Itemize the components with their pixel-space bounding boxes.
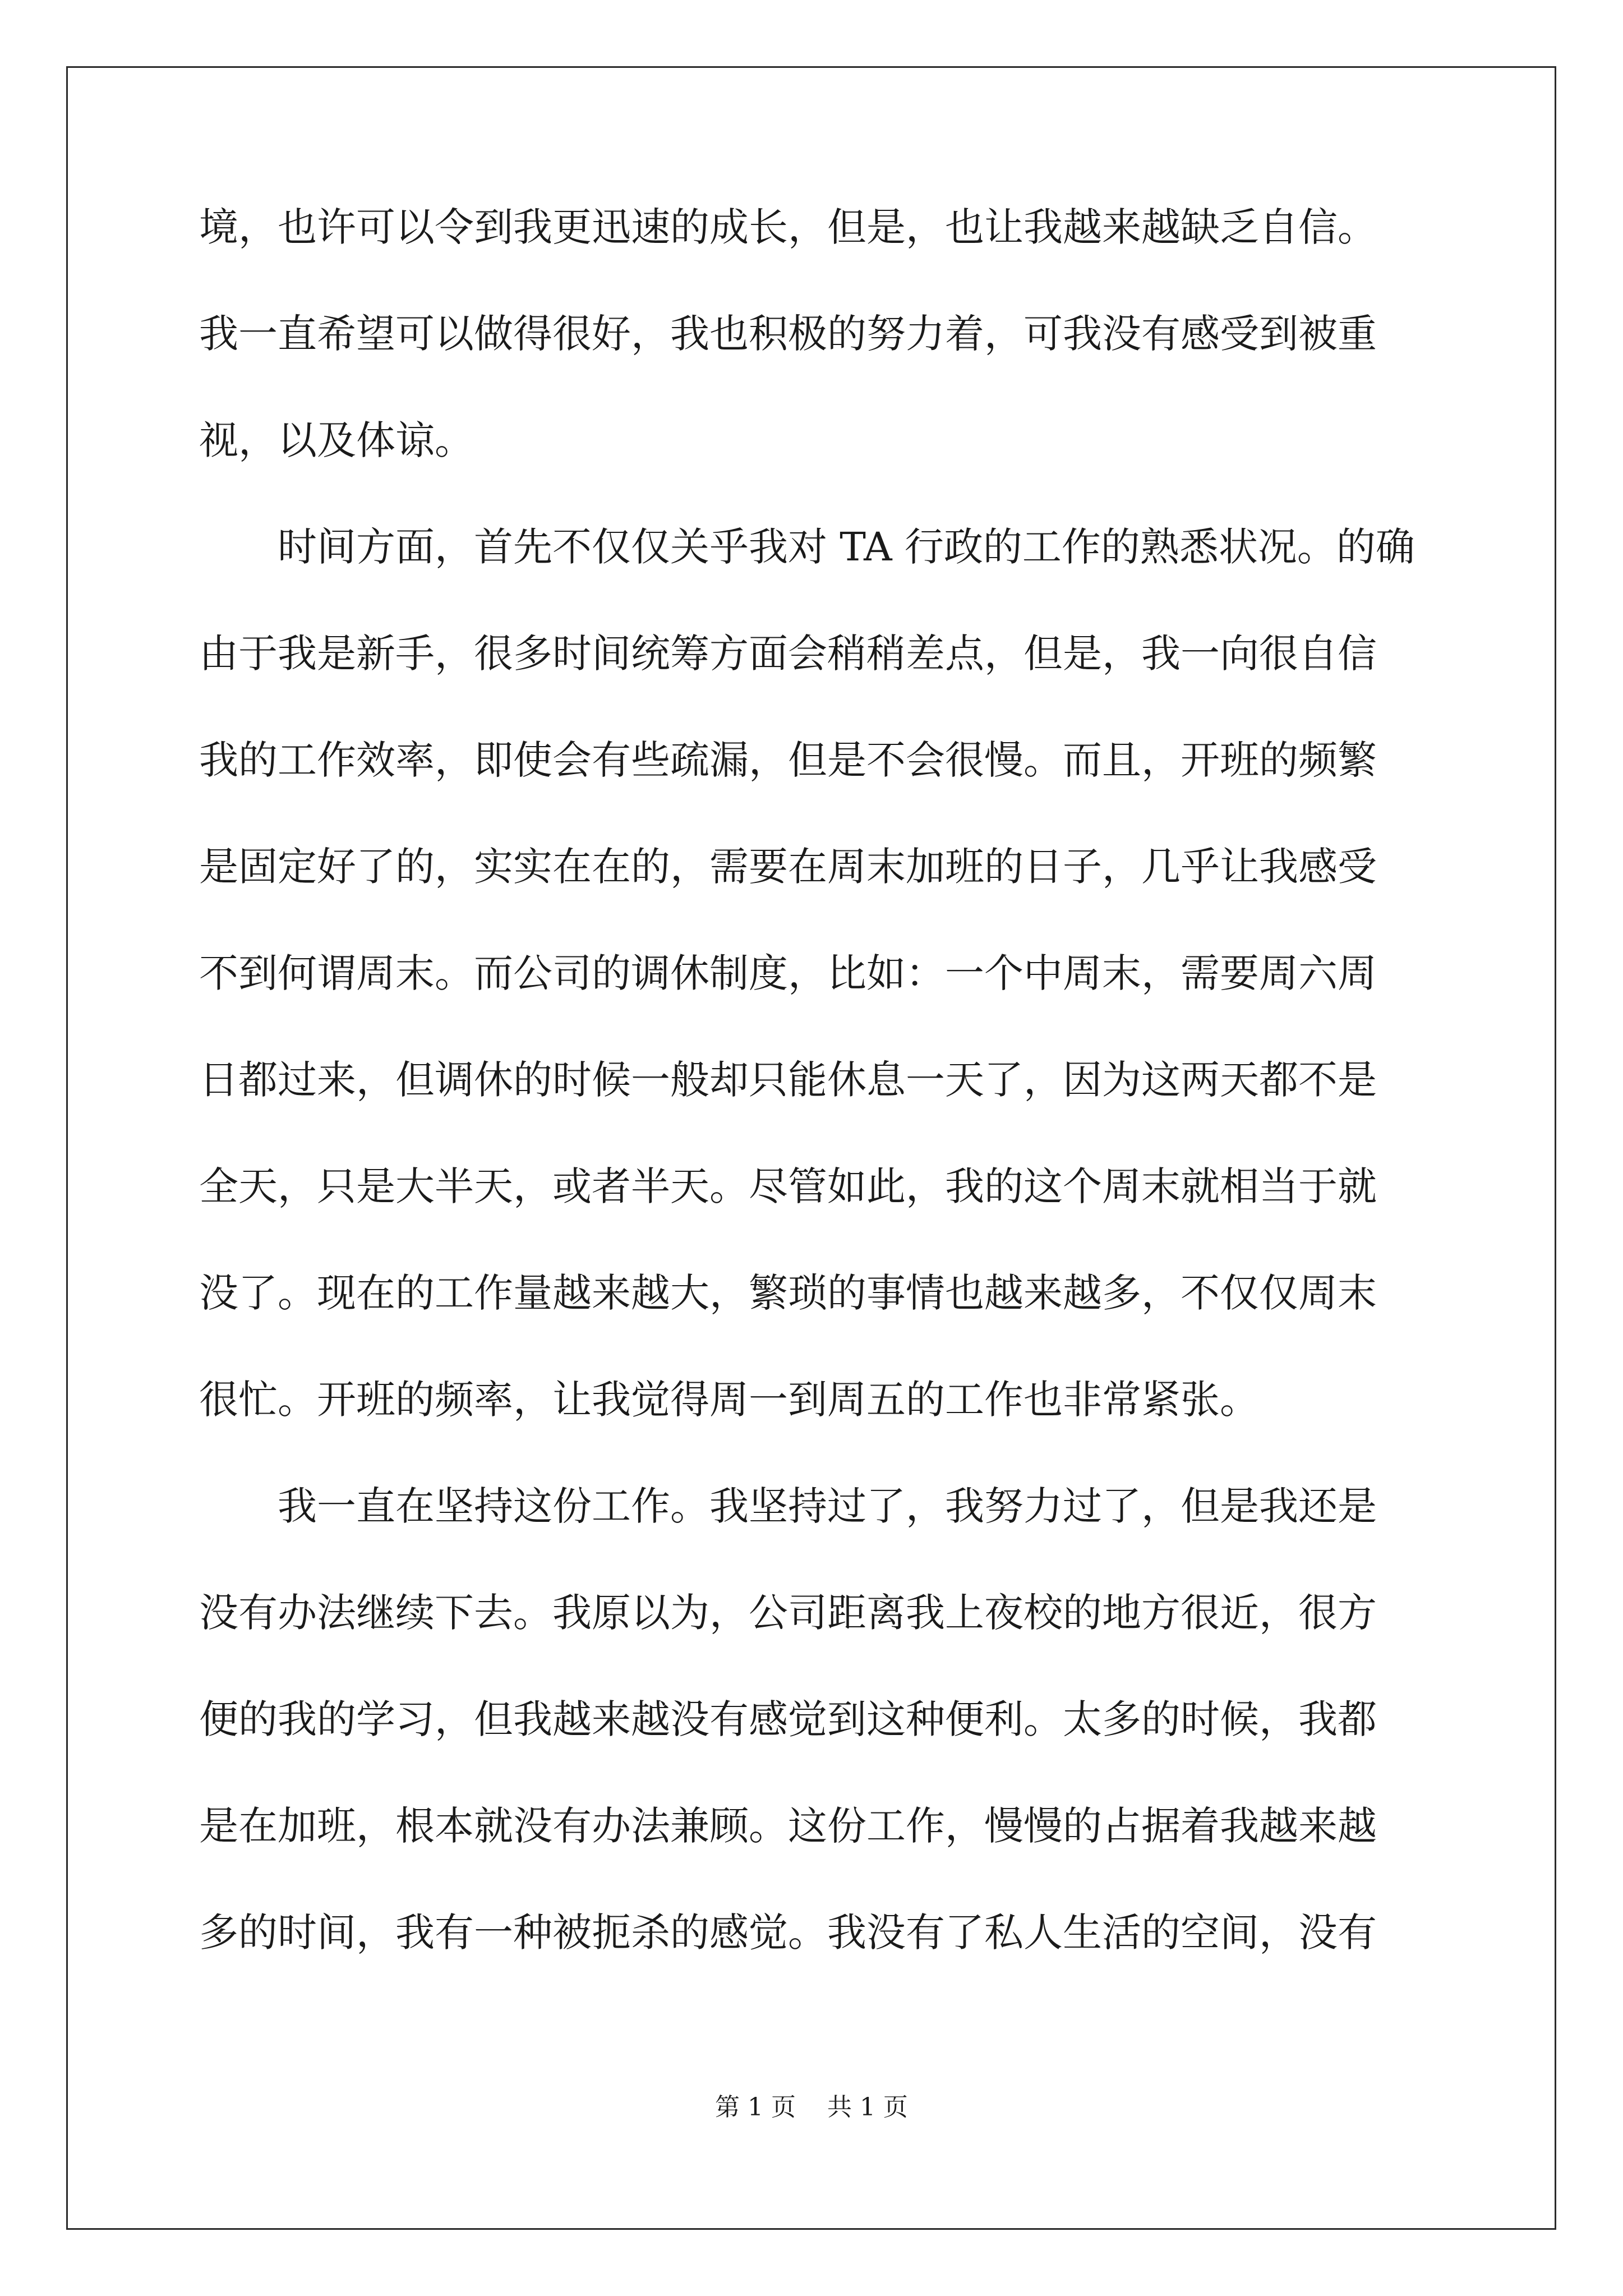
text-line: 多的时间，我有一种被扼杀的感觉。我没有了私人生活的空间，没有 [199, 1910, 1377, 1955]
text-line: 是固定好了的，实实在在的，需要在周末加班的日子，几乎让我感受 [199, 844, 1377, 890]
text-line: 没了。现在的工作量越来越大，繁琐的事情也越来越多，不仅仅周末 [199, 1270, 1377, 1316]
text-line: 便的我的学习，但我越来越没有感觉到这种便利。太多的时候，我都 [199, 1696, 1377, 1742]
text-line: 我的工作效率，即使会有些疏漏，但是不会很慢。而且，开班的频繁 [199, 737, 1377, 783]
text-line: 是在加班，根本就没有办法兼顾。这份工作，慢慢的占据着我越来越 [199, 1803, 1377, 1849]
text-line: 我一直希望可以做得很好，我也积极的努力着，可我没有感受到被重 [199, 311, 1377, 357]
text-line: 日都过来，但调休的时候一般却只能休息一天了，因为这两天都不是 [199, 1057, 1377, 1103]
page-number-footer: 第 1 页 共 1 页 [715, 2093, 908, 2122]
paragraph-first-line: 我一直在坚持这份工作。我坚持过了，我努力过了，但是我还是 [278, 1483, 1377, 1529]
text-line: 境，也许可以令到我更迅速的成长，但是，也让我越来越缺乏自信。 [199, 204, 1377, 250]
paragraph-first-line: 时间方面，首先不仅仅关乎我对 TA 行政的工作的熟悉状况。的确 [278, 524, 1415, 570]
text-line: 由于我是新手，很多时间统筹方面会稍稍差点，但是，我一向很自信 [199, 631, 1377, 677]
text-line: 很忙。开班的频率，让我觉得周一到周五的工作也非常紧张。 [199, 1377, 1259, 1423]
document-body [199, 202, 1433, 2014]
text-line: 视，以及体谅。 [199, 417, 474, 463]
text-line: 全天，只是大半天，或者半天。尽管如此，我的这个周末就相当于就 [199, 1163, 1377, 1209]
text-line: 没有办法继续下去。我原以为，公司距离我上夜校的地方很近，很方 [199, 1590, 1377, 1636]
text-line: 不到何谓周末。而公司的调休制度，比如：一个中周末，需要周六周 [199, 950, 1377, 996]
